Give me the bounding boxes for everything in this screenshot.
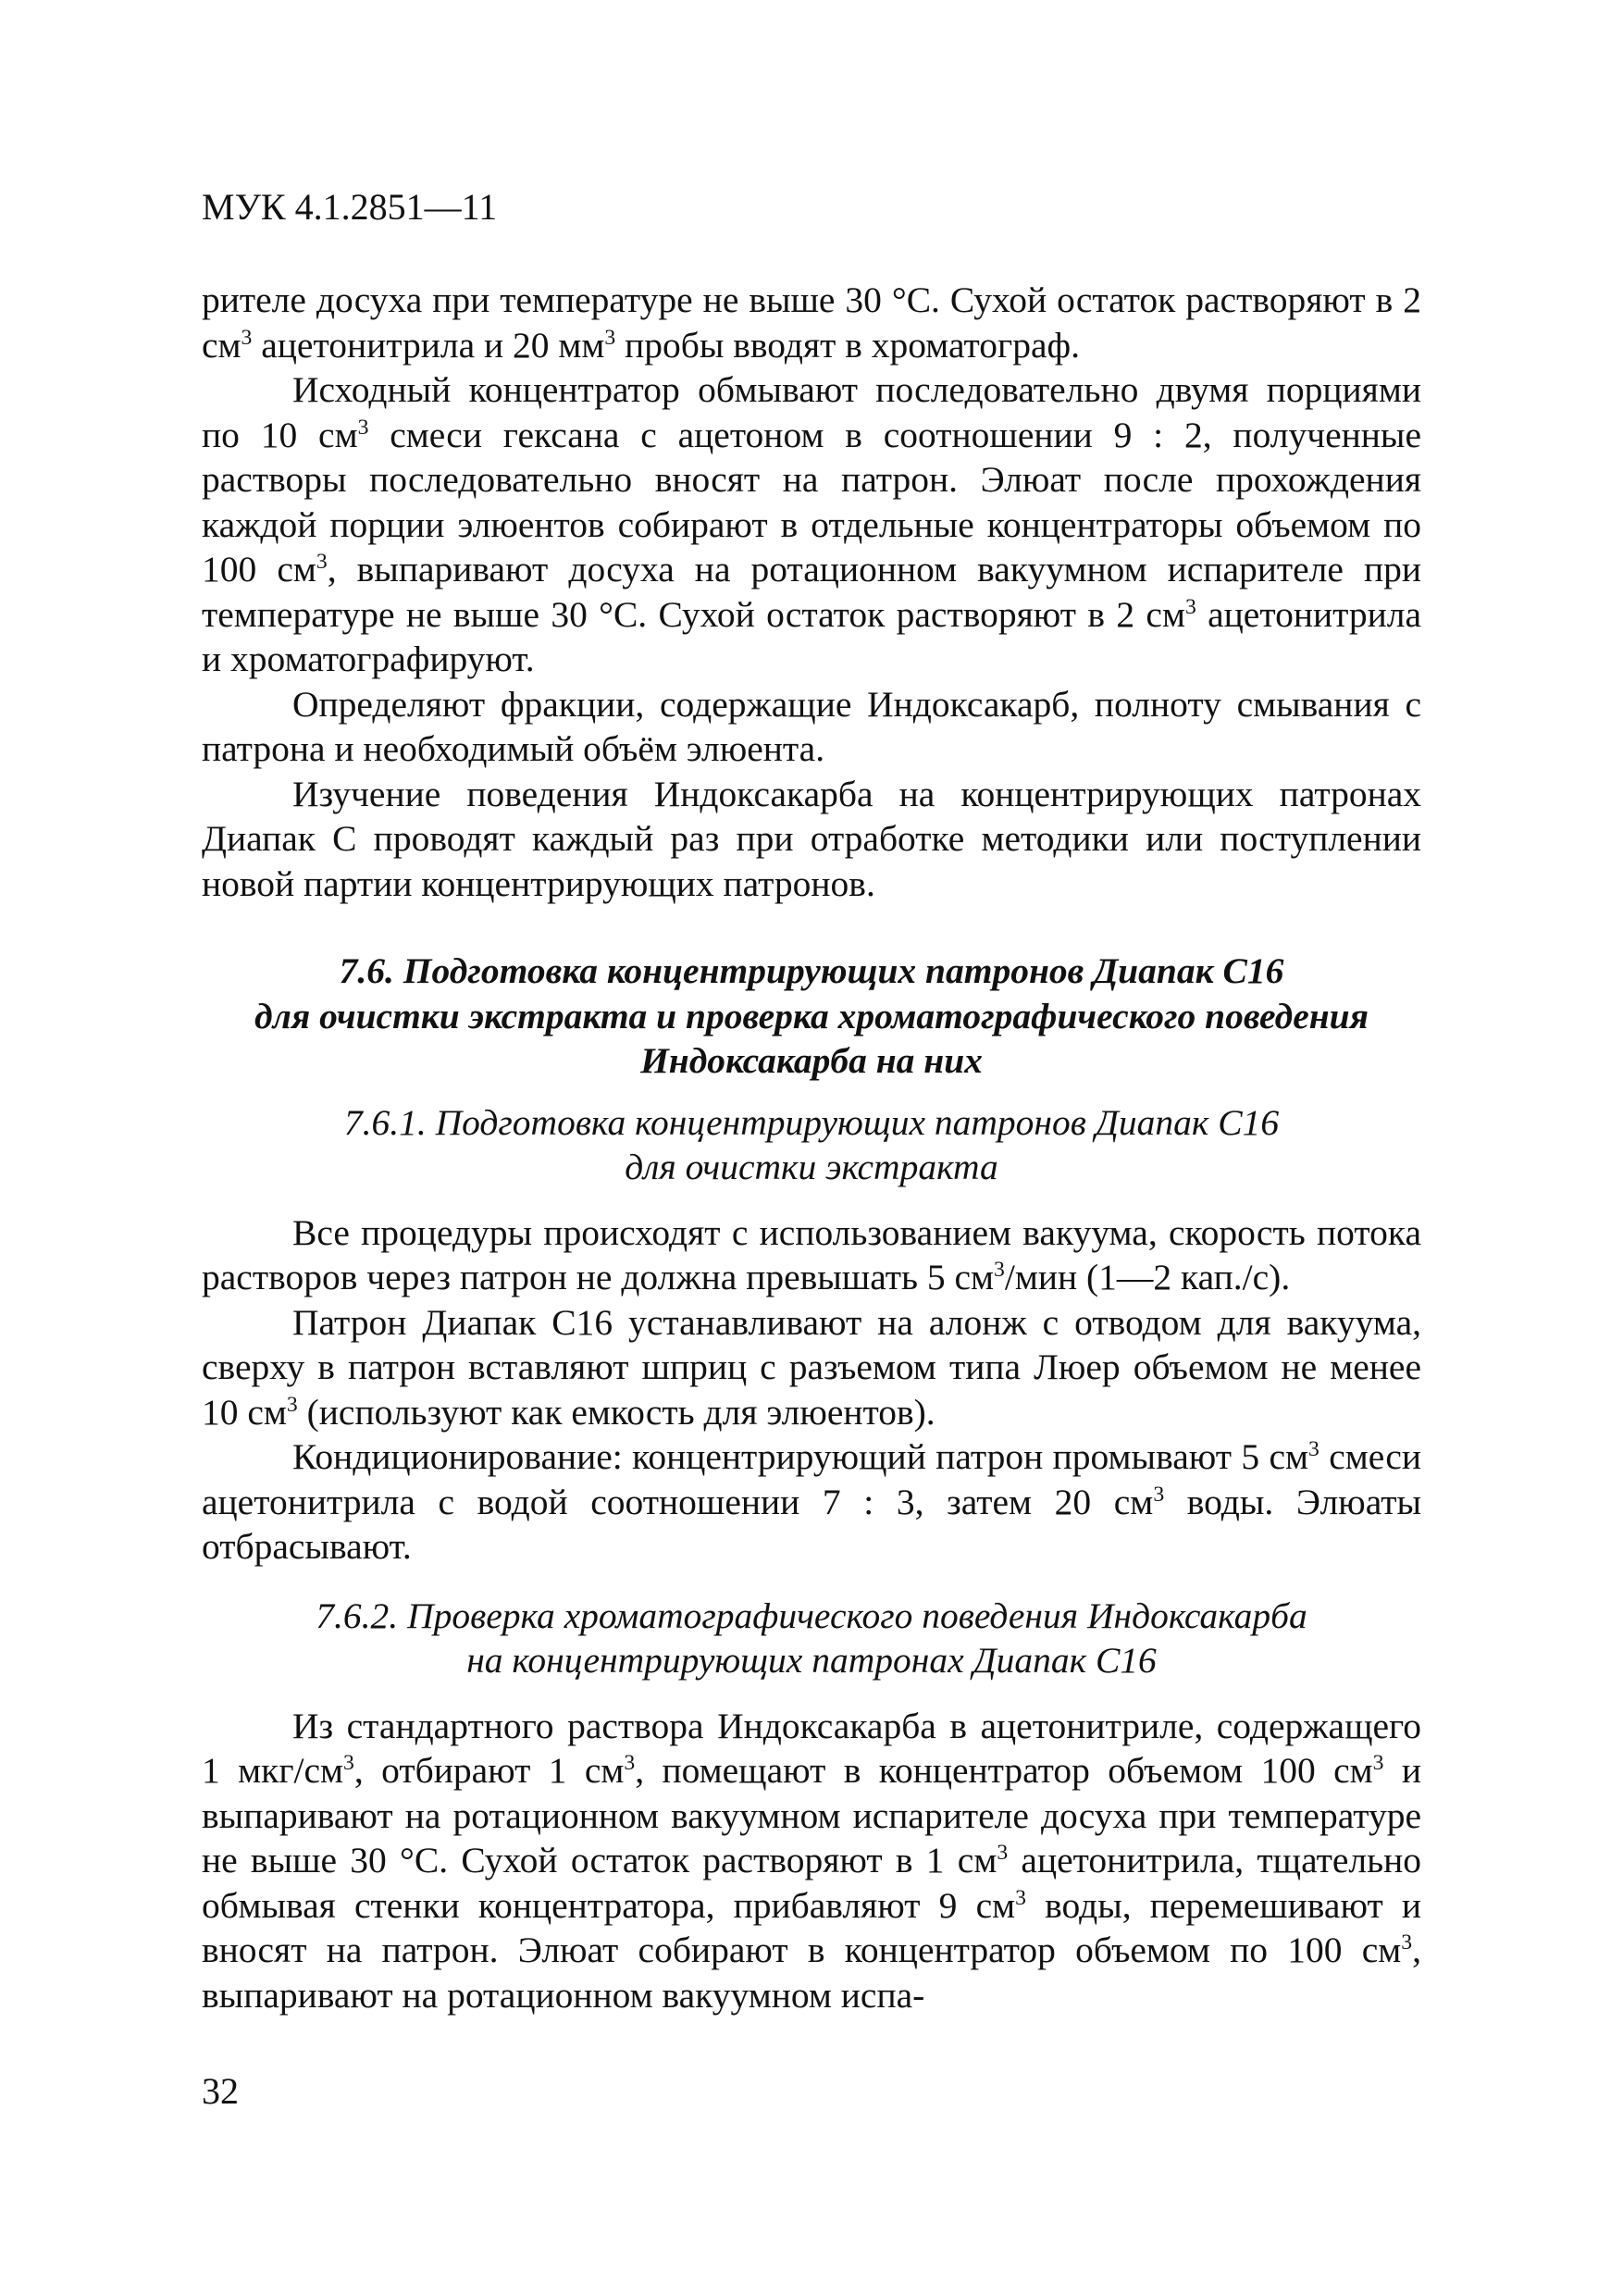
page-body [202,278,1421,2017]
subsection-heading-line: 7.6.2. Проверка хроматографического поведения Индоксакарба [316,1595,1307,1636]
page-number: 32 [202,2070,239,2112]
paragraph-1: рителе досуха при температуре не выше 30 °С. Сухой остаток растворяют в 2 $см^3$ ацетонитрила и 20 $мм^3$ пробы вводят в хроматограф. [202,279,1421,366]
paragraph-4: Изучение поведения Индоксакарба на концентрирующих патронах Диапак С проводят каждый раз при отработке методики или поступлении новой партии концентрирующих патронов. [202,773,1421,904]
paragraph-6: Патрон Диапак С16 устанавливают на алонж с отводом для вакуума, сверху в патрон вставляют шприц с разъемом типа Люер объемом не менее 10 $см^3$ (используют как емкость для элюентов). [202,1301,1421,1433]
section-heading-line: для очистки экстракта и проверка хроматографического поведения [254,995,1369,1036]
section-heading-line: Индоксакарба на них [640,1040,983,1081]
section-heading-7-6 [202,949,1421,1084]
paragraph-5: Все процедуры происходят с использованием вакуума, скорость потока растворов через патрон не должна превышать 5 $см^3$/мин (1—2 кап./с). [202,1211,1421,1297]
subsection-heading-7-6-1 [202,1100,1421,1190]
subsection-heading-line: для очистки экстракта [625,1147,998,1187]
paragraph-3: Определяют фракции, содержащие Индоксакарб, полноту смывания с патрона и необходимый объём элюента. [202,683,1421,769]
paragraph-8: Из стандартного раствора Индоксакарба в ацетонитриле, содержащего 1 мкг/$см^3$, отбирают 1 $см^3$, помещают в концентратор объемом 100 $см^3$ и выпаривают на ротационном вакуумном испарителе досуха при температуре не выше 30 °С. Сухой остаток растворяют в 1 $см^3$ ацетонитрила, тщательно обмывая стенки концентратора, прибавляют 9 $см^3$ воды, перемешивают и вносят на патрон. Элюат собирают в концентратор объемом по 100 $см^3$, выпаривают на ротационном вакуумном испа- [202,1705,1422,2016]
paragraph-2: Исходный концентратор обмывают последовательно двумя порциями по 10 $см^3$ смеси гексана с ацетоном в соотношении 9 : 2, полученные растворы последовательно вносят на патрон. Элюат после прохождения каждой порции элюентов собирают в отдельные концентраторы объемом по 100 $см^3$, выпаривают досуха на ротационном вакуумном испарителе при температуре не выше 30 °С. Сухой остаток растворяют в 2 $см^3$ ацетонитрила и хроматографируют. [202,369,1422,679]
subsection-heading-7-6-2 [202,1594,1421,1683]
section-heading-line: 7.6. Подготовка концентрирующих патронов Диапак С16 [339,950,1284,991]
subsection-heading-line: 7.6.1. Подготовка концентрирующих патронов Диапак С16 [343,1101,1280,1143]
subsection-heading-line: на концентрирующих патронах Диапак С16 [466,1640,1157,1681]
paragraph-7: Кондиционирование: концентрирующий патрон промывают 5 $см^3$ смеси ацетонитрила с водой соотношении 7 : 3, затем 20 $см^3$ воды. Элюаты отбрасывают. [202,1436,1421,1567]
running-header: МУК 4.1.2851—11 [202,186,498,228]
